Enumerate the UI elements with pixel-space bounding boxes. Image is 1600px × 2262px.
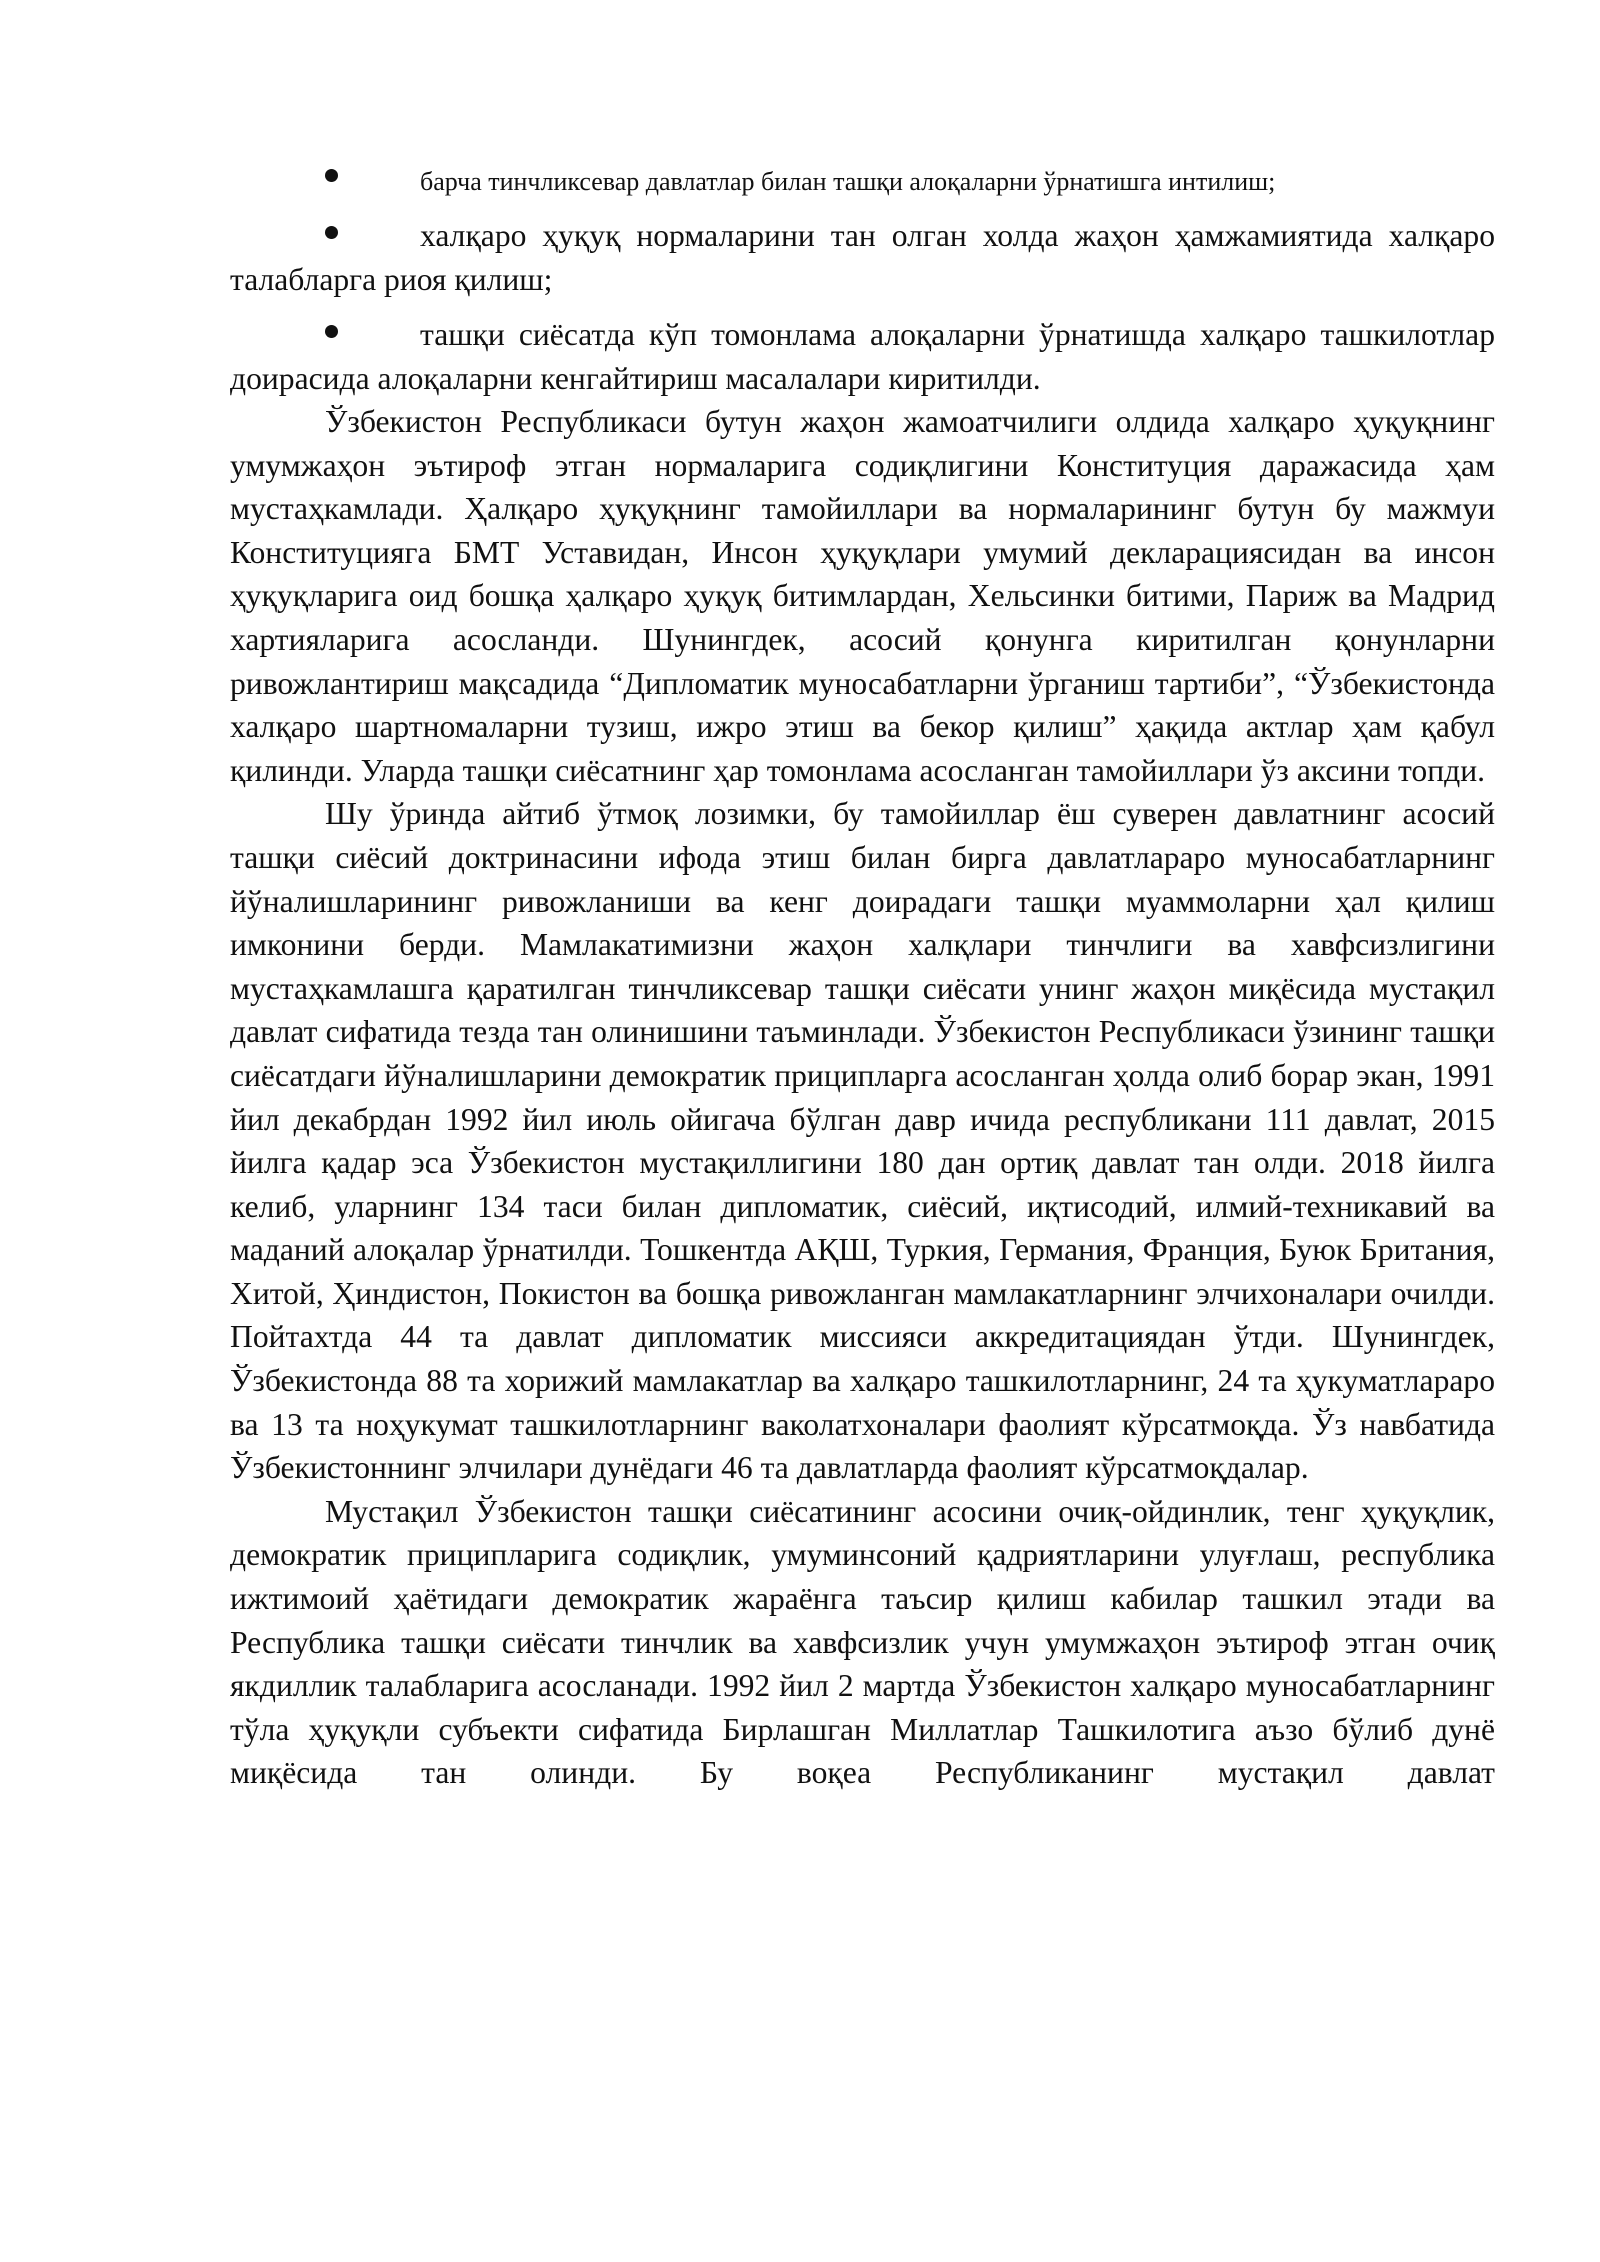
bullet-dot-icon (325, 325, 338, 338)
document-page (230, 160, 1495, 1795)
body-paragraph: Шу ўринда айтиб ўтмоқ лозимки, бу тамойиллар ёш суверен давлатнинг асосий ташқи сиёсий доктринасини ифода этиш билан бирга давлатлараро муносабатларнинг йўналишларининг ривожланиши ва кенг доирадаги ташқи муаммоларни ҳал қилиш имконини берди. Мамлакатимизни жаҳон халқлари тинчлиги ва хавфсизлигини мустаҳкамлашга қаратилган тинчликсевар ташқи сиёсати унинг жаҳон миқёсида мустақил давлат сифатида тезда тан олинишини таъминлади. Ўзбекистон Республикаси ўзининг ташқи сиёсатдаги йўналишларини демократик приципларга асосланган ҳолда олиб борар экан, 1991 йил декабрдан 1992 йил июль ойигача бўлган давр ичида республикани 111 давлат, 2015 йилга қадар эса Ўзбекистон мустақиллигини 180 дан ортиқ давлат тан олди. 2018 йилга келиб, уларнинг 134 таси билан дипломатик, сиёсий, иқтисодий, илмий-техникавий ва маданий алоқалар ўрнатилди. Тошкентда АҚШ, Туркия, Германия, Франция, Буюк Британия, Хитой, Ҳиндистон, Покистон ва бошқа ривожланган мамлакатларнинг элчихоналари очилди. Пойтахтда 44 та давлат дипломатик миссияси аккредитациядан ўтди. Шунингдек, Ўзбекистонда 88 та хорижий мамлакатлар ва халқаро ташкилотларнинг, 24 та ҳукуматлараро ва 13 та ноҳукумат ташкилотларнинг ваколатхоналари фаолият кўрсатмоқда. Ўз навбатида Ўзбекистоннинг элчилари дунёдаги 46 та давлатларда фаолият кўрсатмоқдалар. (230, 796, 1495, 1486)
bullet-text: халқаро ҳуқуқ нормаларини тан олган холда жаҳон ҳамжамиятида халқаро талабларга риоя қилиш; (230, 218, 1495, 297)
body-paragraph: Ўзбекистон Республикаси бутун жаҳон жамоатчилиги олдида халқаро ҳуқуқнинг умумжаҳон эътироф этган нормаларига содиқлигини Конституция даражасида ҳам мустаҳкамлади. Ҳалқаро ҳуқуқнинг тамойиллари ва нормаларининг бутун бу мажмуи Конституцияга БМТ Уставидан, Инсон ҳуқуқлари умумий декларациясидан ва инсон ҳуқуқларига оид бошқа ҳалқаро ҳуқуқ битимлардан, Хельсинки битими, Париж ва Мадрид хартияларига асосланди. Шунингдек, асосий қонунга киритилган қонунларни ривожлантириш мақсадида “Дипломатик муносабатларни ўрганиш тартиби”, “Ўзбекистонда халқаро шартномаларни тузиш, ижро этиш ва бекор қилиш” ҳақида актлар ҳам қабул қилинди. Уларда ташқи сиёсатнинг ҳар томонлама асосланган тамойиллари ўз аксини топди. (230, 404, 1495, 788)
bullet-item (230, 214, 1495, 301)
bullet-dot-icon (325, 169, 338, 182)
bullet-item (230, 160, 1495, 204)
bullet-text: ташқи сиёсатда кўп томонлама алоқаларни ўрнатишда халқаро ташкилотлар доирасида алоқаларни кенгайтириш масалалари киритилди. (230, 317, 1495, 396)
bullet-text: барча тинчликсевар давлатлар билан ташқи алоқаларни ўрнатишга интилиш; (420, 167, 1276, 196)
bullet-item (230, 313, 1495, 400)
bullet-dot-icon (325, 226, 338, 239)
body-paragraph: Мустақил Ўзбекистон ташқи сиёсатининг асосини очиқ-ойдинлик, тенг ҳуқуқлик, демократик приципларига содиқлик, умуминсоний қадриятларини улуғлаш, республика ижтимоий ҳаётидаги демократик жараёнга таъсир қилиш кабилар ташкил этади ва Республика ташқи сиёсати тинчлик ва хавфсизлик учун умумжаҳон эътироф этган очиқ якдиллик талабларига асосланади. 1992 йил 2 мартда Ўзбекистон халқаро муносабатларнинг тўла ҳуқуқли субъекти сифатида Бирлашган Миллатлар Ташкилотига аъзо бўлиб дунё миқёсида тан олинди. Бу воқеа Республиканинг мустақил давлат (230, 1493, 1495, 1791)
